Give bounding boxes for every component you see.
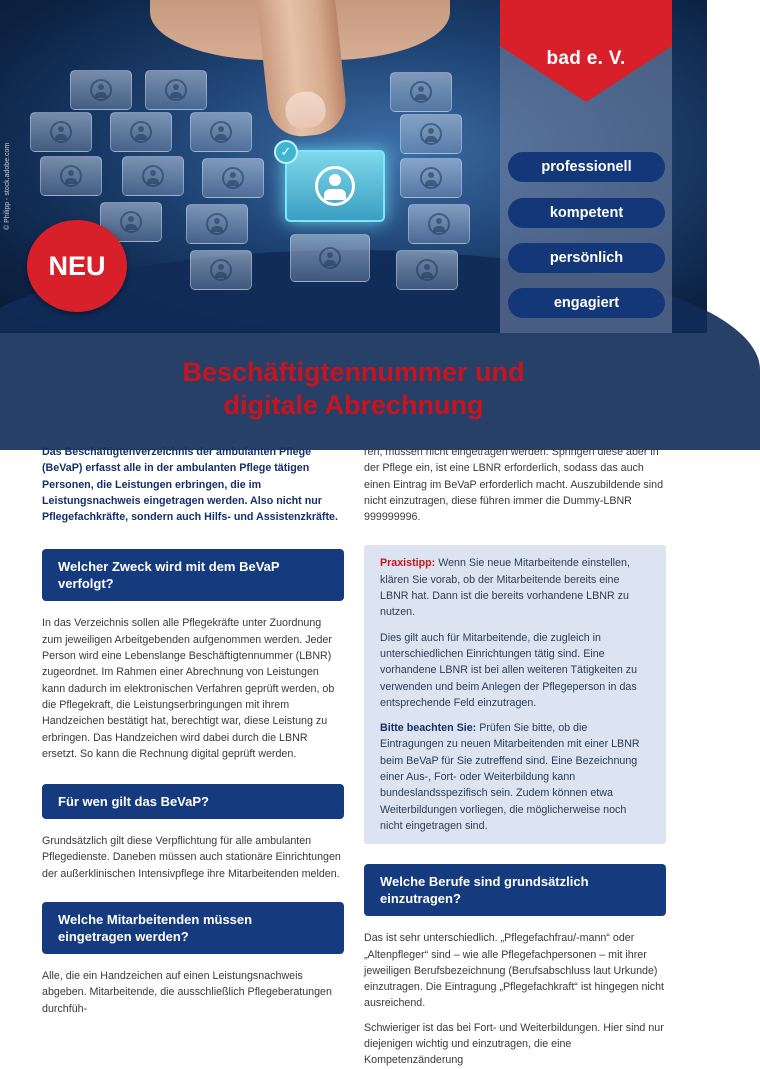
paragraph: Grundsätzlich gilt diese Verpflichtung für alle ambulanten Pflegedienste. Daneben müssen auch stationäre Einrichtungen der außerklinischen Intensivpflege ihre Mitarbeitenden melden. [42, 835, 341, 880]
profile-tile [390, 72, 452, 112]
section-heading: Für wen gilt das BeVaP? [42, 784, 344, 819]
profile-tile [122, 156, 184, 196]
title-line-1: Beschäftigtennummer und [182, 357, 525, 387]
user-icon [420, 123, 442, 145]
profile-tile [290, 234, 370, 282]
user-icon [60, 165, 82, 187]
profile-tile [70, 70, 132, 110]
value-pill: professionell [508, 152, 665, 182]
user-icon [130, 121, 152, 143]
profile-tile [408, 204, 470, 244]
tip-text: Wenn Sie neue Mitarbeitende einstellen, klären Sie vorab, ob der Mitarbeitende bereits eine LBNR hat. Dann ist die bereits vorhandene LBNR zu nutzen. [380, 557, 630, 619]
user-icon [416, 259, 438, 281]
left-column [42, 444, 344, 1017]
user-icon [420, 167, 442, 189]
user-icon [222, 167, 244, 189]
finger-illustration [253, 0, 349, 140]
user-icon [50, 121, 72, 143]
section-heading: Welcher Zweck wird mit dem BeVaP verfolgt? [42, 549, 344, 601]
tip-paragraph-2: Dies gilt auch für Mitarbeitende, die zugleich in unterschiedlichen Einrichtungen tätig sind. Eine vorhandene LBNR ist bei allen weiteren Tätigkeiten zu verwenden und beim Anlegen der Pflegeperson in das entsprechende Feld einzutragen. [380, 631, 638, 709]
note-text: Prüfen Sie bitte, ob die Eintragungen zu neuen Mitarbeitenden mit einer LBNR beim BeVaP für Sie zutreffend sind. Eine Bezeichnung einer Aus-, Fort- oder Weiterbildung kann bundeslandsspezifisch sein. Zudem können etwa Weiterbildungen vorliegen, die möglicherweise noch nicht eingetragen sind. [380, 722, 640, 832]
user-icon [165, 79, 187, 101]
tip-paragraph [380, 555, 650, 620]
profile-tile [396, 250, 458, 290]
paragraph: Alle, die ein Handzeichen auf einen Leistungsnachweis abgeben. Mitarbeitende, die ausschließlich Pflegeberatungen durchfüh- [42, 970, 332, 1015]
user-icon [210, 259, 232, 281]
note-label: Bitte beachten Sie: [380, 722, 477, 735]
tip-label: Praxistipp: [380, 557, 436, 570]
user-icon [120, 211, 142, 233]
hero-banner [0, 0, 707, 333]
user-icon [315, 166, 355, 206]
profile-tile [186, 204, 248, 244]
selected-profile-tile [285, 150, 385, 222]
paragraph: ren, müssen nicht eingetragen werden. Springen diese aber in der Pflege ein, ist eine LBNR erforderlich, sodass das auch einen Eintrag im BeVaP erforderlich macht. Auszubildende sind nicht einzutragen, diese führen immer die Dummy-LBNR 999999996. [364, 446, 664, 524]
profile-tile [190, 250, 252, 290]
right-column [364, 444, 666, 1069]
value-pill: engagiert [508, 288, 665, 318]
user-icon [428, 213, 450, 235]
page-title [0, 356, 707, 422]
profile-tile [202, 158, 264, 198]
section-heading: Welche Berufe sind grundsätzlich einzutragen? [364, 864, 666, 916]
user-icon [206, 213, 228, 235]
new-badge: NEU [27, 220, 127, 312]
profile-tile [400, 114, 462, 154]
profile-tile [30, 112, 92, 152]
value-pill: kompetent [508, 198, 665, 228]
note-paragraph [380, 720, 650, 834]
user-icon [410, 81, 432, 103]
profile-tile [145, 70, 207, 110]
intro-paragraph: Das Beschäftigtenverzeichnis der ambulanten Pflege (BeVaP) erfasst alle in der ambulanten Pflege tätigen Personen, die Leistungen erbringen, die im Leistungsnachweis eingetragen werden. Also nicht nur Pflegefachkräfte, sondern auch Hilfs- und Assistenzkräfte. [42, 446, 338, 524]
user-icon [142, 165, 164, 187]
profile-tile [110, 112, 172, 152]
section-heading: Welche Mitarbeitenden müssen eingetragen werden? [42, 902, 344, 954]
photo-credit: © Philipp - stock.adobe.com [4, 142, 11, 230]
user-icon [90, 79, 112, 101]
title-line-2: digitale Abrechnung [223, 390, 484, 420]
user-icon [210, 121, 232, 143]
profile-tile [40, 156, 102, 196]
practice-tip-box [364, 545, 666, 844]
brand-logo-text: bad e. V. [546, 48, 626, 69]
paragraph: Schwieriger ist das bei Fort- und Weiterbildungen. Hier sind nur diejenigen wichtig und einzutragen, die eine Kompetenzänderung [364, 1021, 664, 1067]
paragraph: Das ist sehr unterschiedlich. „Pflegefachfrau/-mann“ oder „Altenpfleger“ sind – wie alle Pflegefachpersonen – mit ihrer jeweiligen Berufsbezeichnung (Berufsabschluss laut Urkunde) einzutragen. Die Eintragung „Pflegefachkraft“ ist hingegen nicht ausreichend. [364, 932, 665, 1010]
profile-tile [400, 158, 462, 198]
profile-tile [190, 112, 252, 152]
checkmark-icon: ✓ [274, 140, 298, 164]
user-icon [319, 247, 341, 269]
value-pill: persönlich [508, 243, 665, 273]
paragraph: In das Verzeichnis sollen alle Pflegekräfte unter Zuordnung zum jeweiligen Arbeitgebenden aufgenommen werden. Jeder Person wird eine Lebenslange Beschäftigtennummer (LBNR) zugeordnet. Im Rahmen einer Abrechnung von Leistungen kann dadurch im elektronischen Verfahren geprüft werden, ob die Pflegekraft, die Leistungserbringungen mit ihrem Handzeichen bestätigt hat, berechtigt war, diese Leistung zu erbringen. Das Handzeichen wird dabei durch die LBNR ersetzt. So kann die Rechnung digital geprüft werden. [42, 617, 335, 760]
